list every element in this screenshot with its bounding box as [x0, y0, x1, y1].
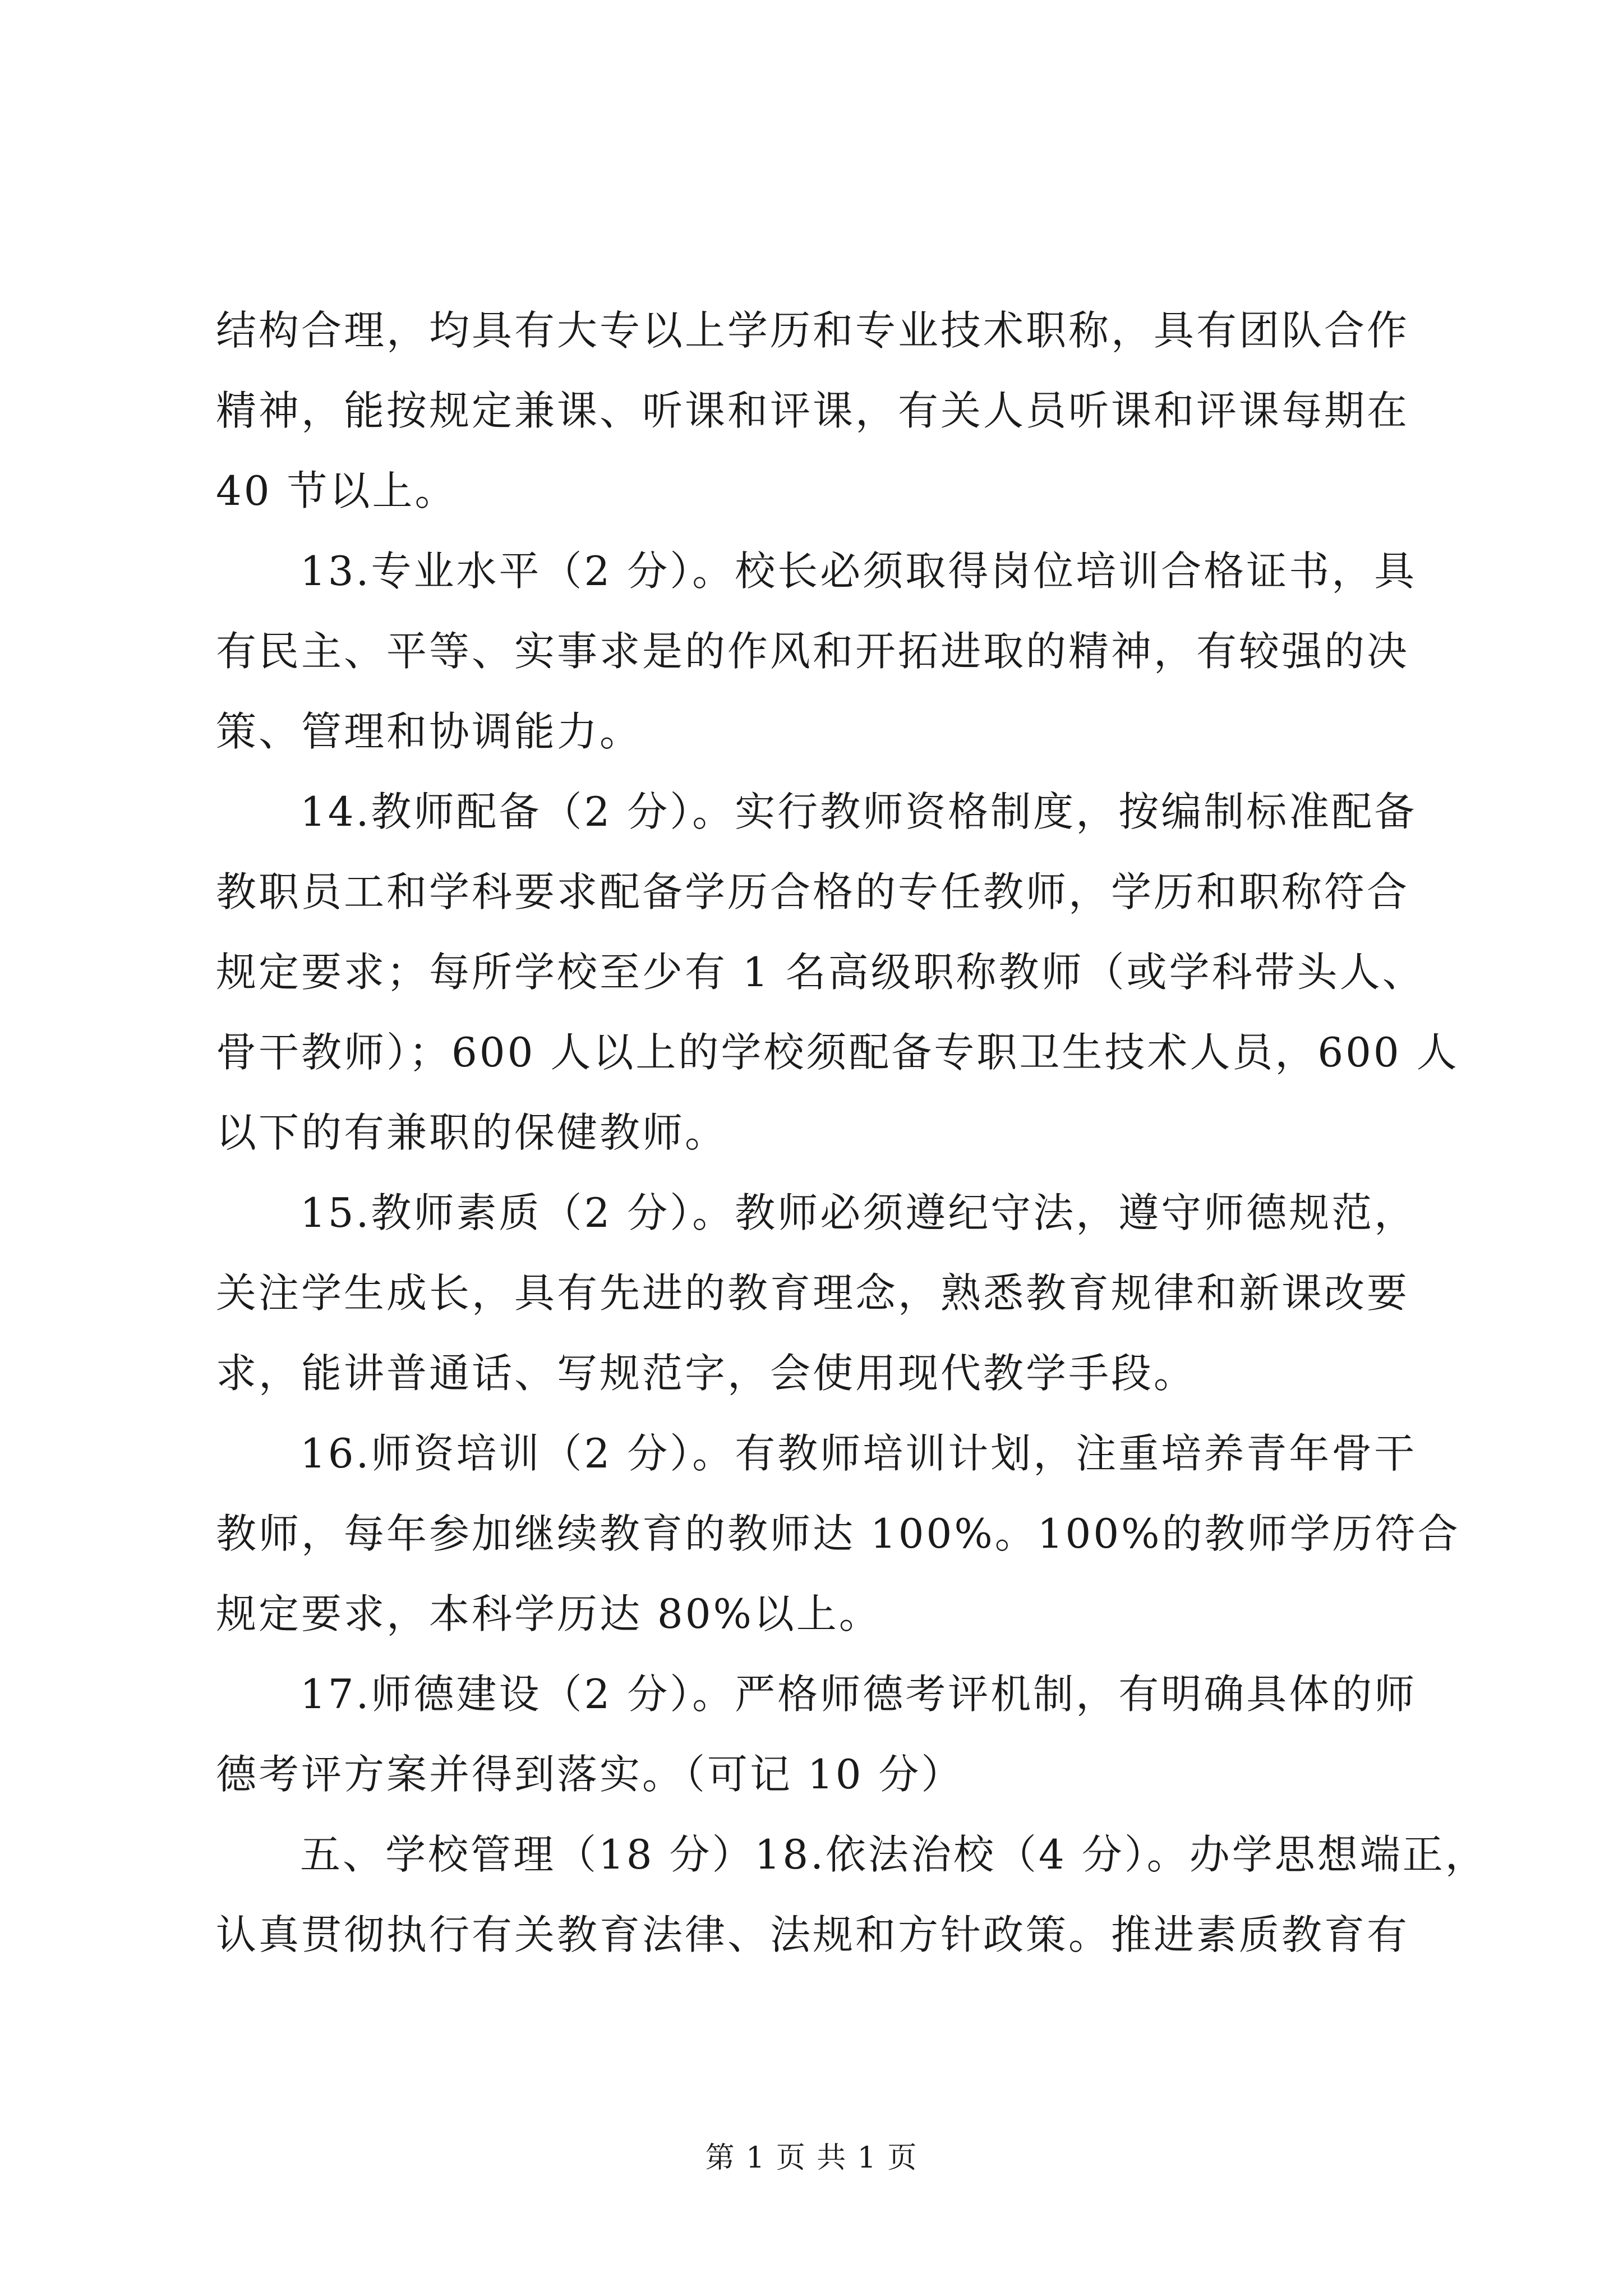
text-line: 13.专业水平（2 分）。校长必须取得岗位培训合格证书，具: [300, 547, 1417, 595]
text-line: 教师，每年参加继续教育的教师达 100%。100%的教师学历符合: [216, 1510, 1460, 1557]
text-line: 40 节以上。: [216, 467, 458, 514]
text-line: 15.教师素质（2 分）。教师必须遵纪守法，遵守师德规范，: [300, 1189, 1417, 1236]
text-line: 17.师德建设（2 分）。严格师德考评机制，有明确具体的师: [300, 1671, 1417, 1718]
text-line: 认真贯彻执行有关教育法律、法规和方针政策。推进素质教育有: [216, 1911, 1410, 1958]
text-line: 求，能讲普通话、写规范字，会使用现代教学手段。: [216, 1350, 1197, 1397]
text-line: 有民主、平等、实事求是的作风和开拓进取的精神，有较强的决: [216, 628, 1410, 675]
text-line: 策、管理和协调能力。: [216, 708, 643, 755]
document-body: [216, 291, 1488, 1975]
text-line: 德考评方案并得到落实。（可记 10 分）: [216, 1751, 964, 1798]
text-line: 14.教师配备（2 分）。实行教师资格制度，按编制标准配备: [300, 788, 1417, 835]
text-line: 以下的有兼职的保健教师。: [216, 1109, 728, 1156]
text-line: 精神，能按规定兼课、听课和评课，有关人员听课和评课每期在: [216, 387, 1410, 434]
text-line: 规定要求，本科学历达 80%以上。: [216, 1590, 882, 1637]
text-line: 五、学校管理（18 分）18.依法治校（4 分）。办学思想端正，: [300, 1831, 1488, 1878]
text-line: 关注学生成长，具有先进的教育理念，熟悉教育规律和新课改要: [216, 1269, 1410, 1317]
paragraph-item-14: [216, 772, 1459, 1173]
text-line: 规定要求；每所学校至少有 1 名高级职称教师（或学科带头人、: [216, 949, 1425, 996]
text-line: 教职员工和学科要求配备学历合格的专任教师，学历和职称符合: [216, 868, 1410, 915]
text-line: 结构合理，均具有大专以上学历和专业技术职称，具有团队合作: [216, 307, 1410, 354]
paragraph-section-5: [216, 1815, 1488, 1975]
paragraph-item-16: [216, 1414, 1460, 1654]
paragraph-item-15: [216, 1173, 1416, 1414]
paragraph-1: [216, 291, 1416, 531]
paragraph-item-17: [216, 1654, 1416, 1815]
text-line: 骨干教师）；600 人以上的学校须配备专职卫生技术人员，600 人: [216, 1029, 1459, 1076]
page-footer: 第 1 页 共 1 页: [705, 2141, 918, 2175]
paragraph-item-13: [216, 531, 1416, 772]
text-line: 16.师资培训（2 分）。有教师培训计划，注重培养青年骨干: [300, 1430, 1417, 1477]
